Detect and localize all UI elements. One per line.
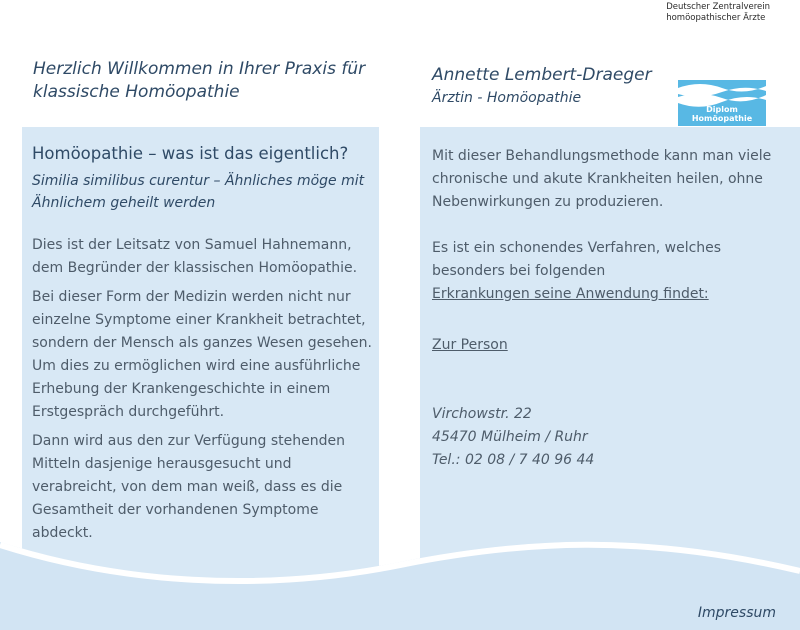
person-link[interactable]: Zur Person: [432, 337, 508, 353]
right-content: [432, 145, 782, 472]
diplom-logo: [678, 80, 766, 126]
gentle-line-2: besonders bei folgenden: [432, 263, 606, 279]
address-phone: Tel.: 02 08 / 7 40 96 44: [432, 452, 595, 468]
organization-name: [666, 2, 770, 24]
paragraph-3: Dann wird aus den zur Verfügung stehenden Mitteln dasjenige herausgesucht und verabreicht, von dem man weiß, dass es die Gesamtheit der vorhandenen Symptome abdeckt.: [32, 433, 345, 541]
address-block: [432, 403, 782, 472]
paragraph-2: Bei dieser Form der Medizin werden nicht nur einzelne Symptome einer Krankheit betrachtet, sondern der Mensch als ganzes Wesen gesehen. Um dies zu ermöglichen wird eine ausführliche Erhebung der Krankengeschichte in einem Erstgespräch durchgeführt.: [32, 289, 372, 420]
left-content: [32, 142, 377, 551]
address-street: Virchowstr. 22: [432, 406, 532, 422]
welcome-line-1: Herzlich Willkommen in Ihrer Praxis für: [33, 59, 366, 79]
address-city: 45470 Mülheim / Ruhr: [432, 429, 588, 445]
doctor-heading: [432, 64, 652, 108]
welcome-line-2: klassische Homöopathie: [33, 82, 240, 102]
org-line-2: homöopathischer Ärzte: [666, 13, 766, 23]
org-line-1: Deutscher Zentralverein: [666, 2, 770, 12]
impressum-link[interactable]: Impressum: [697, 605, 776, 621]
gentle-line-1: Es ist ein schonendes Verfahren, welches: [432, 240, 722, 256]
logo-caption: Diplom Homöopathie: [691, 105, 753, 123]
section-title: Homöopathie – was ist das eigentlich?: [32, 144, 349, 163]
doctor-role: Ärztin - Homöopathie: [432, 90, 582, 106]
paragraph-1: Dies ist der Leitsatz von Samuel Hahnemann, dem Begründer der klassischen Homöopathie.: [32, 237, 358, 276]
doctor-name: Annette Lembert-Draeger: [432, 65, 652, 85]
diseases-link[interactable]: Erkrankungen seine Anwendung findet:: [432, 286, 709, 302]
welcome-heading: [33, 58, 383, 104]
motto: Similia similibus curentur – Ähnliches möge mit Ähnlichem geheilt werden: [32, 173, 365, 211]
intro-text: Mit dieser Behandlungsmethode kann man viele chronische und akute Krankheiten heilen, ohne Nebenwirkungen zu produzieren.: [432, 148, 772, 210]
